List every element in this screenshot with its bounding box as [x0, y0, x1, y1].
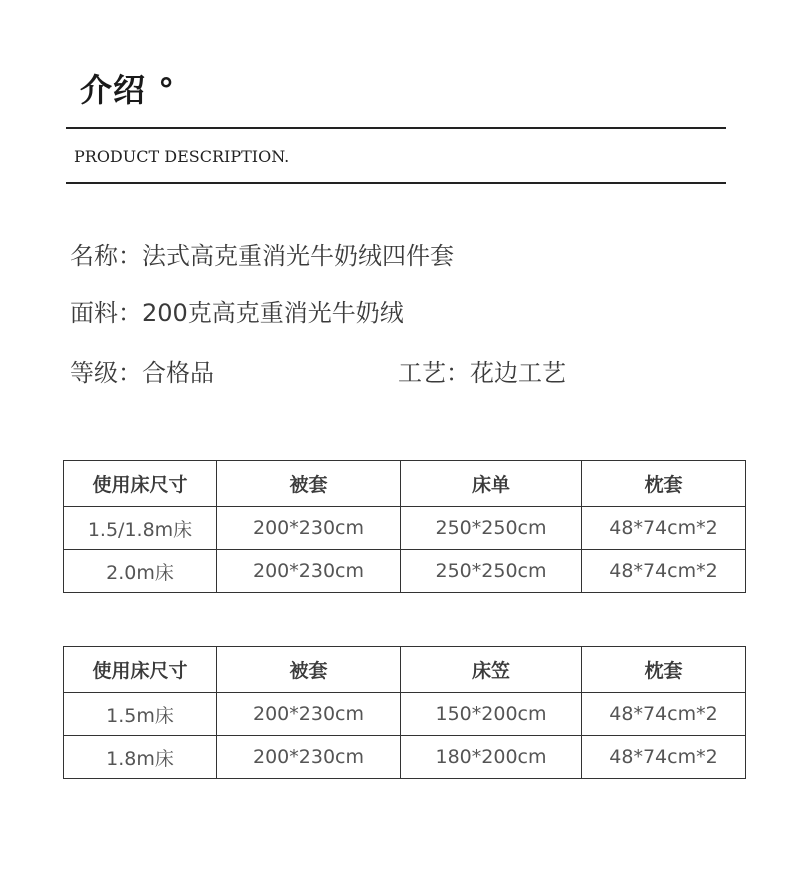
header-pillowcase: 枕套	[582, 647, 746, 693]
table-row	[64, 507, 746, 550]
header-duvet-cover: 被套	[217, 647, 401, 693]
cell-bed-sheet: 250*250cm	[401, 550, 582, 593]
cell-bed-size: 1.5m床	[64, 693, 217, 736]
size-table-sheet	[63, 460, 746, 593]
cell-pillowcase: 48*74cm*2	[582, 736, 746, 779]
cell-bed-size: 1.8m床	[64, 736, 217, 779]
product-craft: 工艺：花边工艺	[398, 359, 566, 387]
header-duvet-cover: 被套	[217, 461, 401, 507]
table-header-row	[64, 461, 746, 507]
table-row	[64, 693, 746, 736]
size-table-fitted	[63, 646, 746, 779]
cell-bed-size: 2.0m床	[64, 550, 217, 593]
header-bed-sheet: 床单	[401, 461, 582, 507]
page-title: 介绍 °	[80, 71, 176, 109]
cell-duvet-cover: 200*230cm	[217, 507, 401, 550]
product-fabric: 面料：200克高克重消光牛奶绒	[70, 299, 404, 327]
bottom-divider	[66, 182, 726, 184]
cell-duvet-cover: 200*230cm	[217, 550, 401, 593]
cell-fitted-sheet: 180*200cm	[401, 736, 582, 779]
header-pillowcase: 枕套	[582, 461, 746, 507]
header-fitted-sheet: 床笠	[401, 647, 582, 693]
header-bed-size: 使用床尺寸	[64, 461, 217, 507]
table-row	[64, 550, 746, 593]
cell-bed-size: 1.5/1.8m床	[64, 507, 217, 550]
cell-duvet-cover: 200*230cm	[217, 693, 401, 736]
cell-pillowcase: 48*74cm*2	[582, 507, 746, 550]
cell-pillowcase: 48*74cm*2	[582, 550, 746, 593]
section-subtitle: PRODUCT DESCRIPTION.	[74, 147, 290, 166]
table-row	[64, 736, 746, 779]
top-divider	[66, 127, 726, 129]
cell-pillowcase: 48*74cm*2	[582, 693, 746, 736]
table-header-row	[64, 647, 746, 693]
product-grade: 等级：合格品	[70, 359, 214, 387]
cell-bed-sheet: 250*250cm	[401, 507, 582, 550]
product-name: 名称：法式高克重消光牛奶绒四件套	[70, 242, 454, 270]
cell-fitted-sheet: 150*200cm	[401, 693, 582, 736]
cell-duvet-cover: 200*230cm	[217, 736, 401, 779]
header-bed-size: 使用床尺寸	[64, 647, 217, 693]
